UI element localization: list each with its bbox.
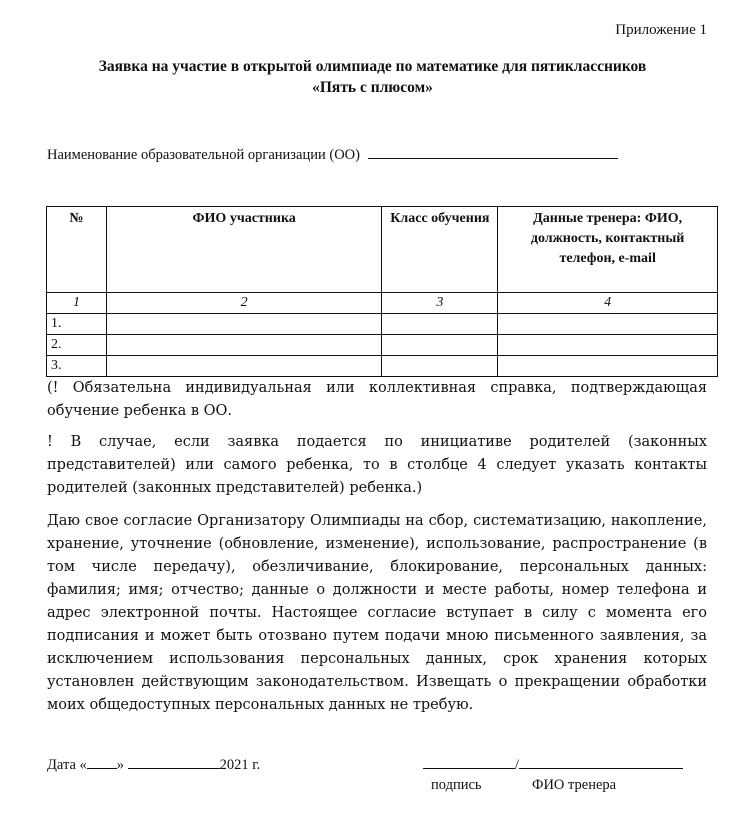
date-quote-close: » bbox=[116, 757, 125, 773]
signature-caption: подпись bbox=[431, 777, 482, 793]
coach-cell[interactable] bbox=[498, 314, 718, 335]
appendix-label: Приложение 1 bbox=[615, 22, 707, 38]
signature-blank[interactable] bbox=[423, 756, 515, 769]
participant-cell[interactable] bbox=[106, 335, 382, 356]
header-coach: Данные тренера: ФИО, должность, контактный телефон, e-mail bbox=[498, 207, 718, 293]
date-line bbox=[47, 756, 260, 774]
application-table bbox=[46, 206, 718, 377]
table-row bbox=[47, 356, 718, 377]
grade-cell[interactable] bbox=[382, 335, 498, 356]
column-number: 2 bbox=[106, 293, 382, 314]
column-number: 4 bbox=[498, 293, 718, 314]
date-label: Дата « bbox=[47, 757, 87, 773]
day-blank[interactable] bbox=[87, 756, 117, 769]
title-line-1: Заявка на участие в открытой олимпиаде по математике для пятиклассников bbox=[98, 58, 647, 75]
organization-line bbox=[47, 145, 618, 164]
row-number: 3. bbox=[47, 356, 107, 377]
signature-line bbox=[423, 756, 683, 774]
parents-note: ! В случае, если заявка подается по инициативе родителей (законных представителей) или самого ребенка, то в столбце 4 следует указать контакты родителей (законных представителей) ребенка.) bbox=[47, 434, 707, 496]
certificate-note: (! Обязательна индивидуальная или коллективная справка, подтверждающая обучение ребенка в ОО. bbox=[47, 380, 707, 419]
grade-cell[interactable] bbox=[382, 356, 498, 377]
column-number: 1 bbox=[47, 293, 107, 314]
row-number: 2. bbox=[47, 335, 107, 356]
coach-name-blank[interactable] bbox=[519, 756, 683, 769]
participant-cell[interactable] bbox=[106, 314, 382, 335]
document-title bbox=[0, 56, 745, 98]
participant-cell[interactable] bbox=[106, 356, 382, 377]
header-number: № bbox=[47, 207, 107, 293]
header-grade: Класс обучения bbox=[382, 207, 498, 293]
table-row bbox=[47, 335, 718, 356]
header-participant: ФИО участника bbox=[106, 207, 382, 293]
organization-blank[interactable] bbox=[368, 145, 618, 159]
grade-cell[interactable] bbox=[382, 314, 498, 335]
table-header-row bbox=[47, 207, 718, 293]
coach-cell[interactable] bbox=[498, 356, 718, 377]
coach-cell[interactable] bbox=[498, 335, 718, 356]
consent-paragraph: Даю свое согласие Организатору Олимпиады на сбор, систематизацию, накопление, хранение, уточнение (обновление, изменение), использование, распространение (в том числе передачу), обезличивание, блокирование, персональных данных: фамилия; имя; отчество; данные о должности и месте работы, номер телефона и адрес электронной почты. Настоящее согласие вступает в силу с момента его подписания и может быть отозвано путем подачи мною письменного заявления, за исключением использования персональных данных, срок хранения которых установлен действующим законодательством. Извещать о прекращении обработки моих общедоступных персональных данных не требую. bbox=[47, 513, 707, 713]
organization-label: Наименование образовательной организации (ОО) bbox=[47, 147, 360, 163]
signature-slash: / bbox=[515, 757, 520, 773]
date-year: 2021 г. bbox=[219, 757, 261, 773]
month-blank[interactable] bbox=[128, 756, 220, 769]
column-number: 3 bbox=[382, 293, 498, 314]
coach-name-caption: ФИО тренера bbox=[532, 777, 617, 793]
title-line-2: «Пять с плюсом» bbox=[312, 79, 433, 96]
column-number-row bbox=[47, 293, 718, 314]
row-number: 1. bbox=[47, 314, 107, 335]
table-row bbox=[47, 314, 718, 335]
